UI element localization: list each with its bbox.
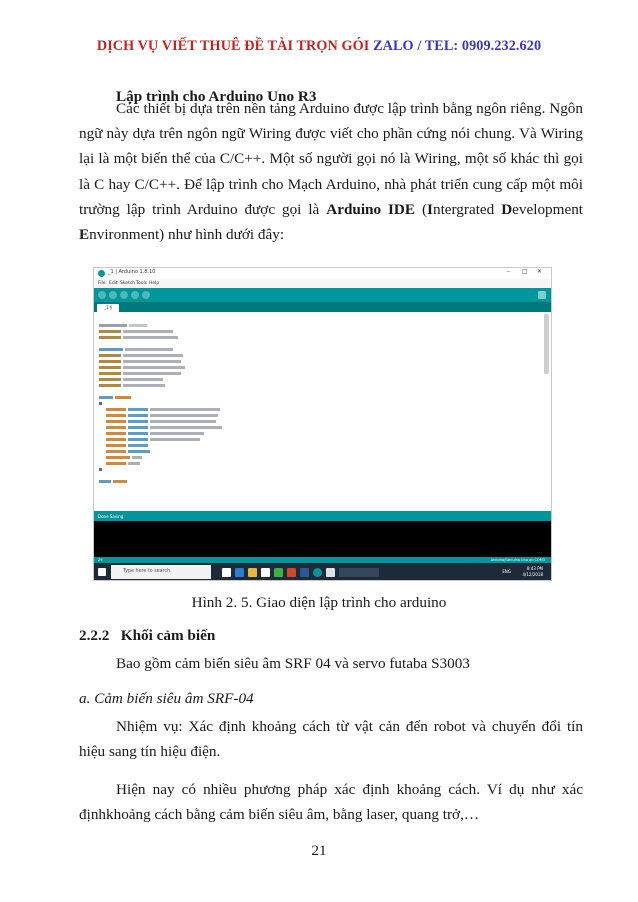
arduino-logo-icon [98,270,105,277]
serial-monitor-icon[interactable] [538,291,546,299]
code-line [99,345,185,350]
code-line [106,441,152,446]
code-line [106,423,206,428]
open-icon[interactable] [131,291,139,299]
window-title: _1 | Arduino 1.8.10 [108,269,156,275]
task-view-icon[interactable] [222,568,231,577]
window-titlebar [94,268,551,279]
page-number: 21 [311,842,327,859]
menu-edit[interactable]: Edit [109,281,118,286]
line-number: 29 [98,558,103,562]
clock-date: 4/12/2018 [522,572,543,577]
upload-icon[interactable] [109,291,117,299]
code-line [106,399,222,404]
ide-name: Arduino IDE [326,200,416,218]
code-line [106,417,224,422]
taskbar-search[interactable]: Type here to search [111,565,211,579]
minimize-icon[interactable]: – [507,268,510,275]
windows-start-icon[interactable] [98,568,106,576]
code-line [99,375,167,380]
store-icon[interactable] [261,568,270,577]
code-line [106,435,150,440]
figure-caption: Hình 2. 5. Giao diện lập trình cho arduino [191,594,447,611]
windows-taskbar [94,563,551,581]
code-line [106,453,142,458]
code-line [106,405,220,410]
paren-open: ( [415,200,428,218]
tab-bar [94,302,551,312]
item-a-heading: a. Cảm biến siêu âm SRF-04 [79,690,254,707]
acronym-i: I [427,200,433,218]
header-service-text: DỊCH VỤ VIẾT THUÊ ĐỀ TÀI TRỌN GÓI [96,38,370,54]
code-line [99,387,133,392]
system-clock[interactable] [522,566,543,578]
header-contact-text: ZALO / TEL: 0909.232.620 [373,38,542,54]
code-line [99,369,165,374]
code-line [106,429,202,434]
board-label: Arduino/Genuino Uno on COM3 [490,558,545,562]
clock-time: 8:43 PM [526,566,543,571]
folder-icon[interactable] [248,568,257,577]
menu-sketch[interactable]: Sketch [120,281,136,286]
status-bar [94,511,551,521]
intro-paragraph [79,96,583,247]
code-line [99,471,129,476]
acronym-d: D [501,200,513,218]
code-line [99,339,175,344]
menu-tools[interactable]: Tools [136,281,148,286]
word-icon[interactable] [300,568,309,577]
console-output [94,521,551,557]
word-ntergrated: ntergrated [432,200,502,218]
open-window-tab[interactable] [339,568,379,577]
new-icon[interactable] [120,291,128,299]
menu-bar [94,279,551,288]
code-line [99,393,104,398]
close-icon[interactable]: ✕ [537,268,543,275]
app-icon[interactable] [326,568,335,577]
subsection-number: 2.2.2 [79,627,110,644]
chrome-icon[interactable] [274,568,283,577]
edge-icon[interactable] [235,568,244,577]
status-message: Done Saving. [98,514,125,519]
language-indicator[interactable]: ENG [502,569,511,574]
subsection-heading [79,623,215,648]
verify-icon[interactable] [98,291,106,299]
code-line [99,327,180,332]
save-icon[interactable] [142,291,150,299]
word-evelopment: evelopment [512,200,584,218]
arduino-ide-screenshot [93,267,552,581]
sensor-block-description: Bao gồm cảm biến siêu âm SRF 04 và servo futaba S3003 [116,655,470,672]
code-line [99,351,183,356]
maximize-icon[interactable]: □ [522,268,528,275]
code-line [106,411,218,416]
code-line [99,315,149,320]
section-heading: Lập trình cho Arduino Uno R3 [116,88,317,105]
intro-text: Các thiết bị dựa trên nền tảng Arduino được lập trình bằng ngôn riêng. Ngôn ngữ này dựa trên ngôn ngữ Wiring được viết cho phần cứng nói chung. Và Wiring lại là một biến thể của C/C++. Một số người gọi nó là Wiring, một số khác thì gọi là C hay C/C++. Để lập trình cho Mạch Arduino, nhà phát triển cung cấp một môi trường lập trình Arduino được gọi là [79,100,583,218]
code-line [99,363,183,368]
arduino-taskbar-icon[interactable] [313,568,322,577]
code-line [99,357,187,362]
task-paragraph: Nhiệm vụ: Xác định khoảng cách từ vật cản đến robot và chuyển đổi tín hiệu sang tín hiệu điện. [79,718,583,761]
powerpoint-icon[interactable] [287,568,296,577]
menu-help[interactable]: Help [149,281,160,286]
code-line [106,447,144,452]
sketch-tab[interactable]: _1 § [97,304,119,312]
word-nvironment: nvironment) như hình dưới đây: [89,226,285,244]
code-line [99,459,104,464]
editor-scrollbar[interactable] [544,314,549,374]
page-header [0,38,638,55]
code-line [99,321,175,326]
toolbar [94,288,551,302]
acronym-e: E [79,226,90,244]
code-editor[interactable] [94,312,551,511]
methods-paragraph: Hiện nay có nhiều phương pháp xác định khoảng cách. Ví dụ như xác địnhkhoảng cách bằng cảm biến siêu âm, bằng laser, quang trở,… [79,781,583,824]
subsection-title: Khối cảm biến [120,627,216,644]
menu-file[interactable]: File [98,281,106,286]
